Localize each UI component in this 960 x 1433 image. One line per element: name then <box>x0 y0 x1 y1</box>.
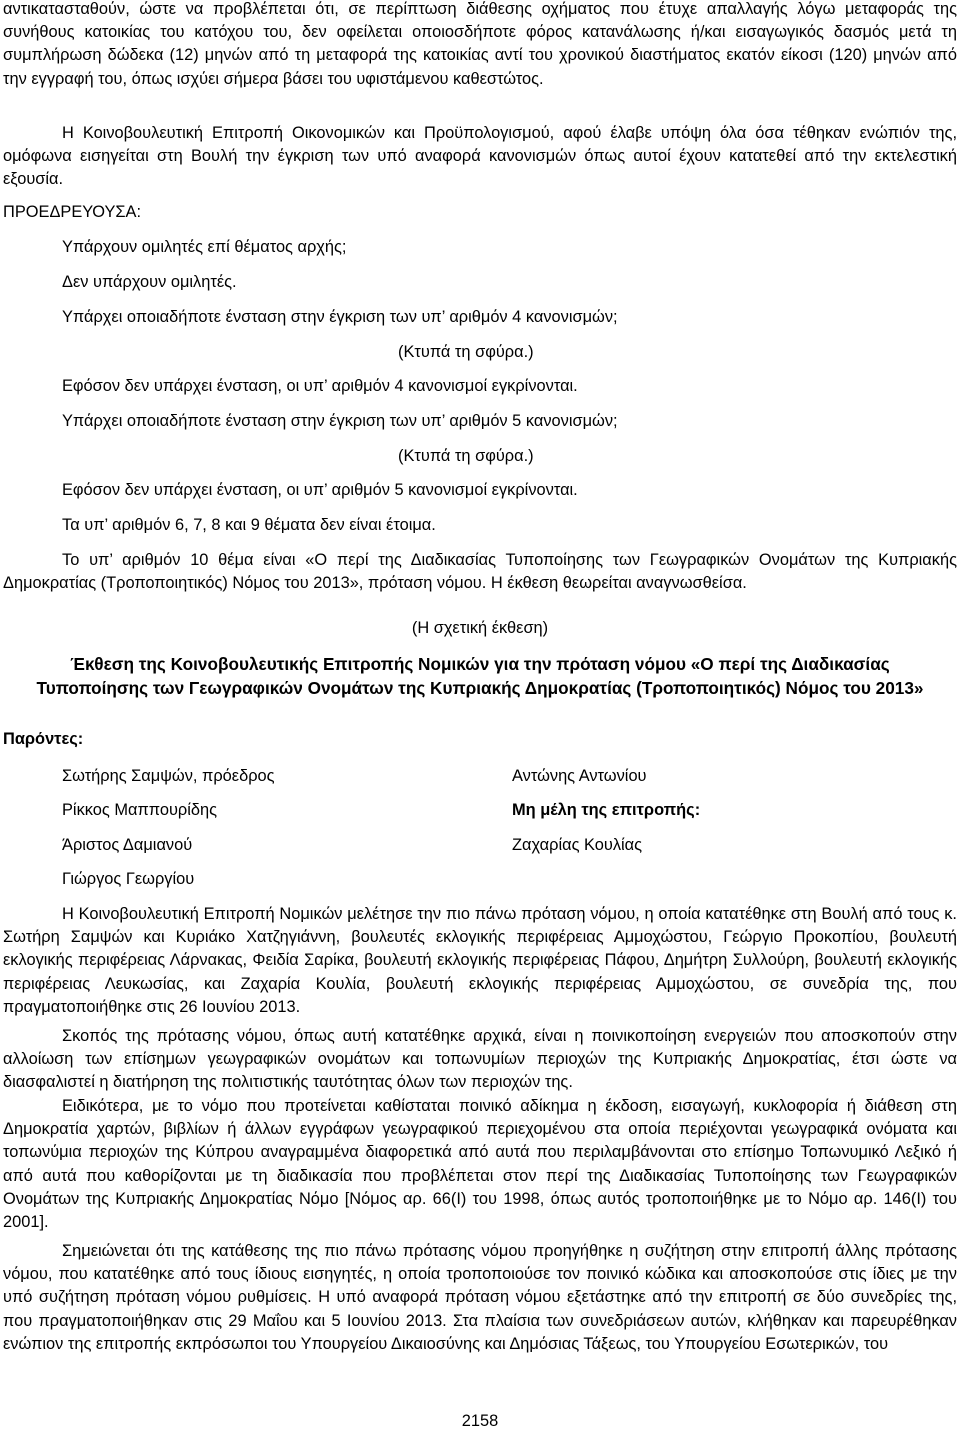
items-not-ready: Τα υπ’ αριθμόν 6, 7, 8 και 9 θέματα δεν είναι έτοιμα. <box>62 516 436 534</box>
speaker-label: ΠΡΟΕΔΡΕΥΟΥΣΑ: <box>3 203 142 221</box>
member-1: Σωτήρης Σαμψών, πρόεδρος <box>62 767 275 785</box>
no-speakers: Δεν υπάρχουν ομιλητές. <box>62 273 237 291</box>
paragraph-noted: Σημειώνεται ότι της κατάθεσης της πιο πάνω πρότασης νόμου προηγήθηκε η συζήτηση στην επιτροπή άλλης πρότασης νόμου, που κατατέθηκε από τους ίδιους εισηγητές, η οποία τροποποιούσε τον ποινικό κώδικα και αποσκοπούσε στις ίδιες με την υπό συζήτηση πρόταση νόμου ρυθμίσεις. Η υπό αναφορά πρόταση νόμου εξετάστηκε από την επιτροπή σε δύο συνεδρίες της, που πραγματοποιήθηκαν στις 29 Μαΐου και 5 Ιουνίου 2013. Στα πλαίσια των συνεδριάσεων αυτών, κλήθηκαν και παρευρέθηκαν ενώπιον της επιτροπής εκπρόσωποι του Υπουργείου Δικαιοσύνης και Δημόσιας Τάξεως, του Υπουργείου Εσωτερικών, του <box>3 1242 957 1353</box>
non-members-label: Μη μέλη της επιτροπής: <box>512 801 701 819</box>
page-number: 2158 <box>461 1412 499 1430</box>
question-speakers: Υπάρχουν ομιλητές επί θέματος αρχής; <box>62 238 347 256</box>
paragraph-purpose: Σκοπός της πρότασης νόμου, όπως αυτή κατατέθηκε αρχικά, είναι η ποινικοποίηση ενεργειών που αποσκοπούν στην αλλοίωση των επίσημων γεωγραφικών ονομάτων και τοπωνυμίων περιοχών της Κυπριακής Δημοκρατίας, έτσι ώστε να διασφαλιστεί η διατήρηση της πολιτιστικής ταυτότητας όλων των περιοχών της. <box>3 1027 957 1092</box>
present-label: Παρόντες: <box>3 730 84 748</box>
paragraph-studied: Η Κοινοβουλευτική Επιτροπή Νομικών μελέτησε την πιο πάνω πρόταση νόμου, η οποία κατατέθηκε στη Βουλή από τους κ. Σωτήρη Σαμψών και Κυριάκο Χατζηγιάννη, βουλευτές εκλογικής περιφέρειας Αμμοχώστου, Γεώργιο Προκοπίου, βουλευτή εκλογικής περιφέρειας Λάρνακας, Φειδία Σαρίκα, βουλευτή εκλογικής περιφέρειας Πάφου, Δημήτρη Συλλούρη, βουλευτή εκλογικής περιφέρειας Λευκωσίας, και Ζαχαρία Κουλία, βουλευτή εκλογικής περιφέρειας Αμμοχώστου, σε συνεδρία της, που πραγματοποιήθηκε στις 26 Ιουνίου 2013. <box>3 905 957 1016</box>
member-5: Αντώνης Αντωνίου <box>512 767 647 785</box>
non-member: Ζαχαρίας Κουλίας <box>512 836 643 854</box>
member-3: Άριστος Δαμιανού <box>62 836 193 854</box>
member-4: Γιώργος Γεωργίου <box>62 870 195 888</box>
report-reference: (Η σχετική έκθεση) <box>411 619 549 637</box>
report-title: Έκθεση της Κοινοβουλευτικής Επιτροπής Νομικών για την πρόταση νόμου «Ο περί της Διαδικασίας Τυποποίησης των Γεωγραφικών Ονομάτων της Κυπριακής Δημοκρατίας (Τροποποιητικός) Νόμος του 2013» <box>36 654 924 698</box>
question-objection-4: Υπάρχει οποιαδήποτε ένσταση στην έγκριση των υπ’ αριθμόν 4 κανονισμών; <box>62 308 618 326</box>
paragraph-continued: αντικατασταθούν, ώστε να προβλέπεται ότι, σε περίπτωση διάθεσης οχήματος που έτυχε απαλλαγής λόγω μεταφοράς της συνήθους κατοικίας του κατόχου του, δεν οφείλεται οποιοσδήποτε φόρος κατανάλωσης ή/και εισαγωγικός δασμός μετά τη συμπλήρωση δώδεκα (12) μηνών από τη μεταφορά της κατοικίας αντί του χρονικού διαστήματος εκατόν είκοσι (120) μηνών από την εγγραφή του, όπως ισχύει σήμερα βάσει του υφιστάμενου καθεστώτος. <box>3 0 957 88</box>
paragraph-committee-recommendation: Η Κοινοβουλευτική Επιτροπή Οικονομικών και Προϋπολογισμού, αφού έλαβε υπόψη όλα όσα τέθηκαν ενώπιόν της, ομόφωνα εισηγείται στη Βουλή την έγκριση των υπό αναφορά κανονισμών όπως αυτοί έχουν κατατεθεί από την εκτελεστική εξουσία. <box>3 124 957 189</box>
member-2: Ρίκκος Μαππουρίδης <box>62 801 218 819</box>
paragraph-specifically: Ειδικότερα, με το νόμο που προτείνεται καθίσταται ποινικό αδίκημα η έκδοση, εισαγωγή, κυκλοφορία ή διάθεση στη Δημοκρατία χαρτών, βιβλίων ή άλλων εγγράφων γεωγραφικού περιεχομένου στα οποία περιέχονται γεωγραφικά ονόματα και τοπωνύμια περιοχών της Κύπρου αναγραμμένα διαφορετικά από αυτά που περιλαμβάνονται στο επίσημο Τοπωνυμικό Λεξικό ή από αυτά που καθορίζονται με τη διαδικασία που προβλέπεται στον περί της Διαδικασίας Τυποποίησης των Γεωγραφικών Ονομάτων της Κυπριακής Δημοκρατίας Νόμο [Νόμος αρ. 66(Ι) του 1998, όπως αυτός τροποποιήθηκε με το Νόμο αρ. 146(Ι) του 2001]. <box>3 1097 957 1232</box>
item-10-intro: Το υπ’ αριθμόν 10 θέμα είναι «Ο περί της Διαδικασίας Τυποποίησης των Γεωγραφικών Ονομάτων της Κυπριακής Δημοκρατίας (Τροποποιητικός) Νόμος του 2013», πρόταση νόμου. Η έκθεση θεωρείται αναγνωσθείσα. <box>3 551 957 593</box>
question-objection-5: Υπάρχει οποιαδήποτε ένσταση στην έγκριση των υπ’ αριθμόν 5 κανονισμών; <box>62 412 618 430</box>
approved-regulations-4: Εφόσον δεν υπάρχει ένσταση, οι υπ’ αριθμόν 4 κανονισμοί εγκρίνονται. <box>62 377 578 395</box>
gavel-note-1: (Κτυπά τη σφύρα.) <box>398 343 534 361</box>
approved-regulations-5: Εφόσον δεν υπάρχει ένσταση, οι υπ’ αριθμόν 5 κανονισμοί εγκρίνονται. <box>62 481 578 499</box>
gavel-note-2: (Κτυπά τη σφύρα.) <box>398 447 534 465</box>
